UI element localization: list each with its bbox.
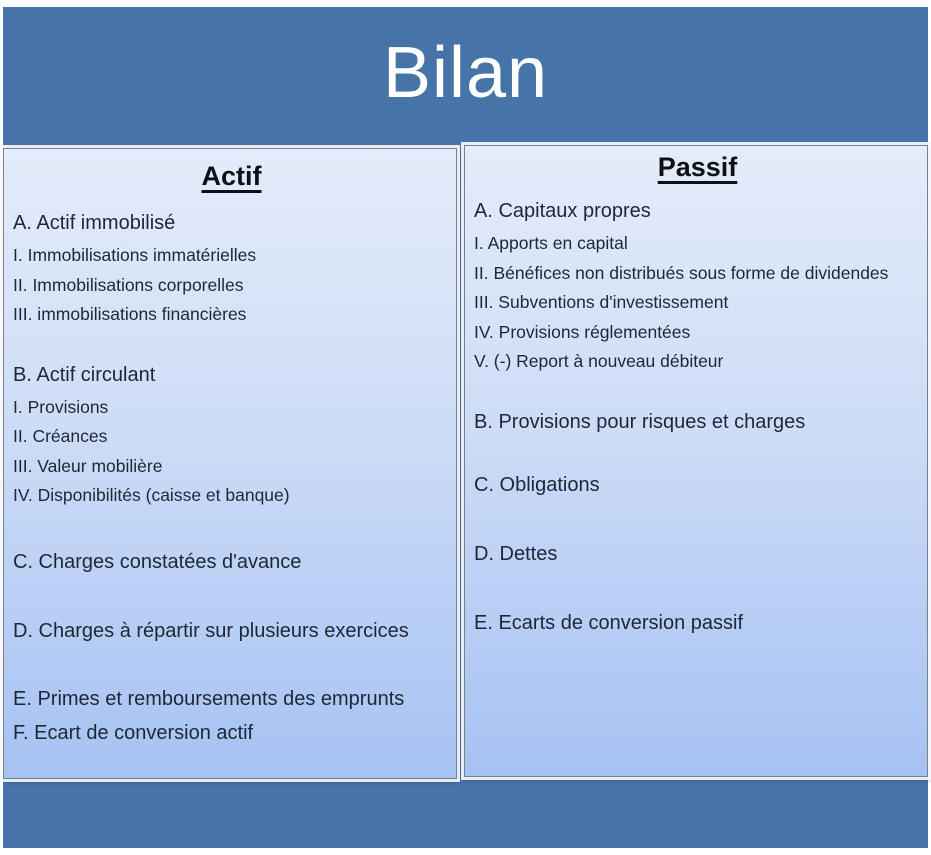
actif-group-a xyxy=(13,210,450,330)
actif-panel xyxy=(3,148,457,779)
passif-group-c xyxy=(474,472,921,498)
passif-group-c-label: C. Obligations xyxy=(474,473,600,496)
passif-group-e xyxy=(474,610,921,636)
actif-group-c xyxy=(13,549,450,575)
sub-item: II. Créances xyxy=(13,426,108,446)
passif-group-b xyxy=(474,409,921,435)
passif-group-a xyxy=(474,198,921,377)
actif-group-c-label: C. Charges constatées d'avance xyxy=(13,550,302,573)
actif-group-e xyxy=(13,686,450,712)
sub-item: I. Provisions xyxy=(13,396,109,417)
actif-group-a-label: A. Actif immobilisé xyxy=(13,212,176,234)
passif-heading: Passif xyxy=(657,152,738,182)
actif-group-b-label: B. Actif circulant xyxy=(13,363,156,386)
sub-item: III. Valeur mobilière xyxy=(13,455,163,476)
actif-group-f-label: F. Ecart de conversion actif xyxy=(13,721,254,744)
sub-item: III. immobilisations financières xyxy=(13,304,247,324)
passif-group-d xyxy=(474,541,921,567)
sub-item: II. Immobilisations corporelles xyxy=(13,274,244,295)
passif-group-a-label: A. Capitaux propres xyxy=(474,200,651,222)
actif-group-d xyxy=(13,618,450,644)
sub-item: III. Subventions d'investissement xyxy=(474,292,729,312)
passif-group-e-label: E. Ecarts de conversion passif xyxy=(474,611,744,634)
sub-item: I. Immobilisations immatérielles xyxy=(13,245,257,265)
passif-group-d-label: D. Dettes xyxy=(474,542,558,565)
actif-group-b-items xyxy=(13,393,450,511)
passif-group-b-label: B. Provisions pour risques et charges xyxy=(474,410,806,433)
sub-item: II. Bénéfices non distribués sous forme de dividendes xyxy=(474,262,889,283)
passif-group-a-items xyxy=(474,229,921,377)
actif-group-e-label: E. Primes et remboursements des emprunts xyxy=(13,687,405,710)
actif-group-a-items xyxy=(13,241,450,330)
sub-item: IV. Disponibilités (caisse et banque) xyxy=(13,485,290,505)
actif-group-d-label: D. Charges à répartir sur plusieurs exercices xyxy=(13,619,409,642)
actif-heading: Actif xyxy=(201,161,262,191)
sub-item: V. (-) Report à nouveau débiteur xyxy=(474,351,724,371)
page-title: Bilan xyxy=(382,33,549,113)
actif-group-b xyxy=(13,362,450,511)
sub-item: I. Apports en capital xyxy=(474,233,628,253)
actif-group-f xyxy=(13,720,450,746)
passif-panel xyxy=(464,145,928,777)
sub-item: IV. Provisions réglementées xyxy=(474,321,691,342)
